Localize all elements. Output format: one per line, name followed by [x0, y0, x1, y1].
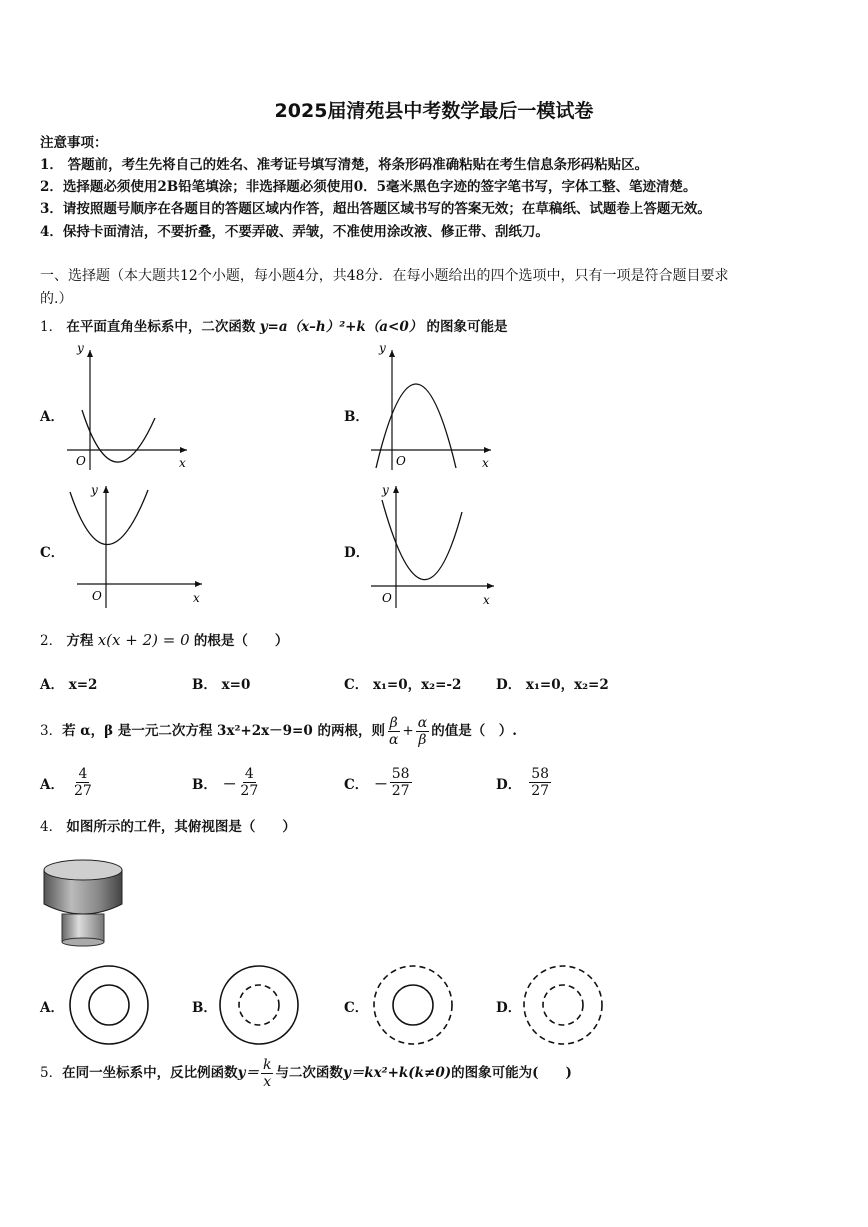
option-label: D．: [496, 677, 522, 693]
option-label-d[interactable]: D．: [496, 1000, 522, 1016]
question-text: 在平面直角坐标系中，二次函数: [66, 319, 256, 335]
option-label: A．: [40, 677, 64, 693]
numerator: 58: [391, 766, 410, 782]
top-view-d: [520, 963, 606, 1047]
option-label: B．: [192, 677, 217, 693]
denominator: 27: [240, 783, 259, 799]
option-label: C．: [344, 677, 369, 693]
option-a[interactable]: [40, 766, 96, 799]
y-axis-label: y: [379, 341, 386, 355]
x-axis-label: x: [482, 456, 489, 470]
note-item: 3．请按照题号顺序在各题目的答题区域内作答，超出答题区域书写的答案无效；在草稿纸、试题卷上答题无效。: [40, 201, 711, 217]
denominator: x: [263, 1073, 272, 1090]
option-text: x=0: [221, 677, 251, 693]
option-label-a[interactable]: A．: [40, 409, 64, 425]
question-4: [40, 817, 296, 837]
question-text: 的图象可能是: [426, 319, 508, 335]
option-label-d[interactable]: D．: [344, 545, 370, 561]
formula: y=a（x–h）²+k（a<0）: [259, 319, 423, 335]
denominator: 27: [531, 783, 550, 799]
fraction: [387, 715, 400, 748]
option-label-b[interactable]: B．: [344, 409, 369, 425]
question-5: [40, 1052, 572, 1094]
option-d[interactable]: [496, 673, 609, 693]
numerator: k: [262, 1056, 272, 1073]
question-number: 5．: [40, 1065, 63, 1081]
origin-label: O: [76, 454, 86, 468]
fraction: [529, 766, 551, 799]
question-number: 4．: [40, 819, 63, 835]
origin-label: O: [92, 589, 102, 603]
formula: y＝: [237, 1065, 259, 1081]
x-axis-label: x: [193, 591, 200, 605]
section-heading-cont: 的.）: [40, 291, 73, 307]
option-c[interactable]: [344, 673, 461, 693]
denominator: 27: [73, 783, 92, 799]
option-a[interactable]: [40, 673, 97, 693]
question-text: 若 α，β 是一元二次方程 3x²+2x－9=0 的两根，则: [62, 723, 385, 739]
option-sign: －: [374, 776, 388, 793]
top-view-a: [66, 963, 152, 1047]
option-sign: －: [222, 776, 237, 793]
note-item: 4．保持卡面清洁，不要折叠，不要弄破、弄皱，不准使用涂改液、修正带、刮纸刀。: [40, 224, 549, 240]
fraction: [390, 766, 412, 799]
numerator: 4: [244, 766, 254, 782]
denominator: 27: [391, 783, 410, 799]
x-axis-label: x: [483, 593, 490, 607]
option-text: x₁=0，x₂=2: [525, 677, 609, 693]
option-label-b[interactable]: B．: [192, 1000, 217, 1016]
question-number: 1．: [40, 319, 63, 335]
fraction: [261, 1057, 273, 1090]
origin-label: O: [382, 591, 392, 605]
option-b[interactable]: [192, 673, 250, 693]
y-axis-label: y: [382, 483, 389, 497]
numerator: 4: [78, 766, 88, 782]
graph-d: [366, 478, 501, 613]
question-3: [40, 711, 517, 751]
question-1: [40, 317, 508, 337]
option-text: x₁=0，x₂=-2: [372, 677, 462, 693]
graph-b: [366, 340, 501, 475]
option-label: A．: [40, 776, 64, 793]
question-text: 的图象可能为( ): [451, 1065, 572, 1081]
question-text: 与二次函数: [275, 1065, 343, 1081]
workpiece-image: [40, 856, 128, 948]
fraction: [238, 766, 260, 799]
option-label: C．: [344, 776, 369, 793]
y-axis-label: y: [91, 483, 98, 497]
graph-a: [62, 340, 197, 475]
option-label: D．: [496, 776, 522, 793]
fraction: [416, 715, 429, 748]
origin-label: O: [396, 454, 406, 468]
option-label: B．: [192, 776, 217, 793]
note-item: 2．选择题必须使用2B铅笔填涂；非选择题必须使用0．5毫米黑色字迹的签字笔书写，字体工整、笔迹清楚。: [40, 179, 697, 195]
top-view-b: [216, 963, 302, 1047]
option-text: x=2: [68, 677, 98, 693]
numerator: α: [417, 714, 428, 731]
question-text: 的值是（ ）.: [431, 723, 517, 739]
option-label-c[interactable]: C．: [344, 1000, 369, 1016]
notes-heading: 注意事项：: [40, 135, 108, 151]
question-2: [40, 630, 288, 651]
formula: y＝kx²+k(k≠0): [342, 1065, 452, 1081]
section-heading: 一、选择题（本大题共12个小题，每小题4分，共48分．在每小题给出的四个选项中，只有一项是符合题目要求: [40, 268, 729, 284]
graph-c: [62, 478, 212, 613]
option-d[interactable]: [496, 766, 553, 799]
y-axis-label: y: [77, 341, 84, 355]
question-number: 2．: [40, 633, 63, 649]
note-item: 1． 答题前，考生先将自己的姓名、准考证号填写清楚，将条形码准确粘贴在考生信息条形码粘贴区。: [40, 157, 649, 173]
question-text: 如图所示的工件，其俯视图是（ ）: [66, 819, 296, 835]
question-text: 方程: [66, 633, 94, 649]
question-text: 在同一坐标系中，反比例函数: [62, 1065, 238, 1081]
option-label-c[interactable]: C．: [40, 545, 65, 561]
x-axis-label: x: [179, 456, 186, 470]
page-title: 2025届清苑县中考数学最后一模试卷: [274, 100, 594, 122]
question-text: 的根是（ ）: [193, 633, 289, 649]
option-c[interactable]: [344, 766, 414, 799]
formula: x(x + 2) = 0: [97, 631, 190, 649]
option-label-a[interactable]: A．: [40, 1000, 64, 1016]
numerator: β: [389, 714, 398, 731]
denominator: β: [418, 731, 427, 748]
denominator: α: [388, 731, 399, 748]
plus-sign: +: [402, 723, 414, 739]
fraction: [72, 766, 94, 799]
option-b[interactable]: [192, 766, 262, 799]
numerator: 58: [531, 766, 550, 782]
question-number: 3．: [40, 723, 63, 739]
top-view-c: [370, 963, 456, 1047]
